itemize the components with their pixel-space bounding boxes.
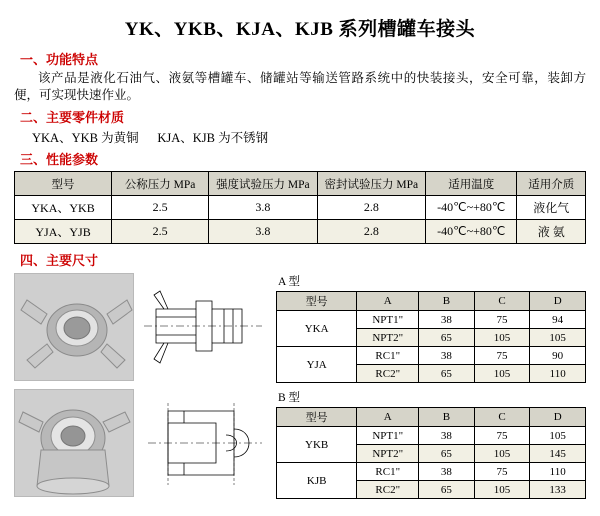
dim-cell: 65 <box>419 481 475 499</box>
dim-header-cell: D <box>530 292 586 311</box>
dimension-block-b <box>14 389 586 499</box>
page-title: YK、YKB、KJA、KJB 系列槽罐车接头 <box>124 19 476 40</box>
dim-header-cell: B <box>419 292 475 311</box>
dimension-block-a <box>14 273 586 383</box>
spec-header-cell: 适用温度 <box>426 172 517 196</box>
dim-table-header-row <box>277 408 586 427</box>
dim-cell: 38 <box>419 347 475 365</box>
spec-cell: 2.8 <box>317 196 425 220</box>
dim-header-cell: C <box>474 408 530 427</box>
dim-model-cell: YKB <box>277 427 357 463</box>
spec-cell: 2.5 <box>112 196 209 220</box>
section-heading-dims: 四、主要尺寸 <box>20 253 99 268</box>
table-row <box>277 311 586 329</box>
spec-cell: 液化气 <box>517 196 586 220</box>
features-paragraph: 该产品是液化石油气、液氨等槽罐车、储罐站等输送管路系统中的快装接头，安全可靠，装卸方便，可实现快速作业。 <box>14 71 586 102</box>
dim-cell: RC1" <box>357 463 419 481</box>
dim-cell: 110 <box>530 365 586 383</box>
table-row <box>277 427 586 445</box>
dim-cell: NPT2" <box>357 445 419 463</box>
coupling-photo-a <box>14 273 134 381</box>
spec-cell: YKA、YKB <box>15 196 112 220</box>
coupling-drawing-a <box>138 273 268 379</box>
coupling-drawing-b-graphic <box>138 389 268 495</box>
type-label-b: B 型 <box>278 392 301 404</box>
dim-header-cell: A <box>357 292 419 311</box>
dim-header-cell: B <box>419 408 475 427</box>
dim-cell: 65 <box>419 445 475 463</box>
dim-cell: 75 <box>474 347 530 365</box>
dim-model-cell: YKA <box>277 311 357 347</box>
dim-header-cell: C <box>474 292 530 311</box>
section-heading-material: 二、主要零件材质 <box>20 110 125 125</box>
dim-cell: 105 <box>474 481 530 499</box>
dim-cell: NPT1" <box>357 427 419 445</box>
dim-cell: 145 <box>530 445 586 463</box>
dim-cell: 90 <box>530 347 586 365</box>
coupling-drawing-a-graphic <box>138 273 268 379</box>
dim-cell: NPT2" <box>357 329 419 347</box>
spec-cell: 2.5 <box>112 220 209 244</box>
dim-table-b-wrap <box>276 389 586 499</box>
table-row <box>15 196 586 220</box>
dim-cell: 94 <box>530 311 586 329</box>
dim-cell: 65 <box>419 329 475 347</box>
dim-table-a <box>276 291 586 383</box>
dimensions-section <box>14 273 586 499</box>
spec-cell: 3.8 <box>209 196 317 220</box>
dim-header-cell: 型号 <box>277 292 357 311</box>
dim-header-cell: A <box>357 408 419 427</box>
table-row <box>277 347 586 365</box>
material-line: YKA、YKB 为黄铜 KJA、KJB 为不锈钢 <box>32 131 269 145</box>
dim-cell: 105 <box>474 329 530 347</box>
dim-model-cell: YJA <box>277 347 357 383</box>
spec-header-cell: 强度试验压力 MPa <box>209 172 317 196</box>
dim-cell: 38 <box>419 463 475 481</box>
dim-table-a-wrap <box>276 273 586 383</box>
spec-cell: YJA、YJB <box>15 220 112 244</box>
dim-cell: 38 <box>419 311 475 329</box>
table-row <box>15 220 586 244</box>
coupling-photo-b <box>14 389 134 497</box>
dim-cell: 105 <box>530 329 586 347</box>
spec-cell: 液 氨 <box>517 220 586 244</box>
dim-cell: 110 <box>530 463 586 481</box>
spec-cell: 2.8 <box>317 220 425 244</box>
dim-cell: 38 <box>419 427 475 445</box>
coupling-photo-b-graphic <box>15 390 133 496</box>
spec-table-header-row <box>15 172 586 196</box>
table-row <box>277 463 586 481</box>
dim-cell: 75 <box>474 427 530 445</box>
dim-cell: 105 <box>530 427 586 445</box>
dim-cell: 105 <box>474 365 530 383</box>
dim-table-b <box>276 407 586 499</box>
dim-cell: RC1" <box>357 347 419 365</box>
spec-table <box>14 171 586 244</box>
spec-cell: -40℃~+80℃ <box>426 220 517 244</box>
spec-header-cell: 密封试验压力 MPa <box>317 172 425 196</box>
dim-table-header-row <box>277 292 586 311</box>
dim-model-cell: KJB <box>277 463 357 499</box>
dim-cell: 133 <box>530 481 586 499</box>
dim-header-cell: D <box>530 408 586 427</box>
dim-cell: 105 <box>474 445 530 463</box>
dim-cell: RC2" <box>357 481 419 499</box>
dim-cell: RC2" <box>357 365 419 383</box>
coupling-photo-a-graphic <box>15 274 133 380</box>
section-heading-features: 一、功能特点 <box>20 52 99 67</box>
spec-header-cell: 适用介质 <box>517 172 586 196</box>
spec-cell: -40℃~+80℃ <box>426 196 517 220</box>
dim-cell: 75 <box>474 311 530 329</box>
type-label-a: A 型 <box>278 276 301 288</box>
spec-cell: 3.8 <box>209 220 317 244</box>
dim-cell: 65 <box>419 365 475 383</box>
dim-header-cell: 型号 <box>277 408 357 427</box>
spec-header-cell: 公称压力 MPa <box>112 172 209 196</box>
dim-cell: 75 <box>474 463 530 481</box>
coupling-drawing-b <box>138 389 268 495</box>
spec-header-cell: 型号 <box>15 172 112 196</box>
section-heading-spec: 三、性能参数 <box>20 152 99 167</box>
dim-cell: NPT1" <box>357 311 419 329</box>
